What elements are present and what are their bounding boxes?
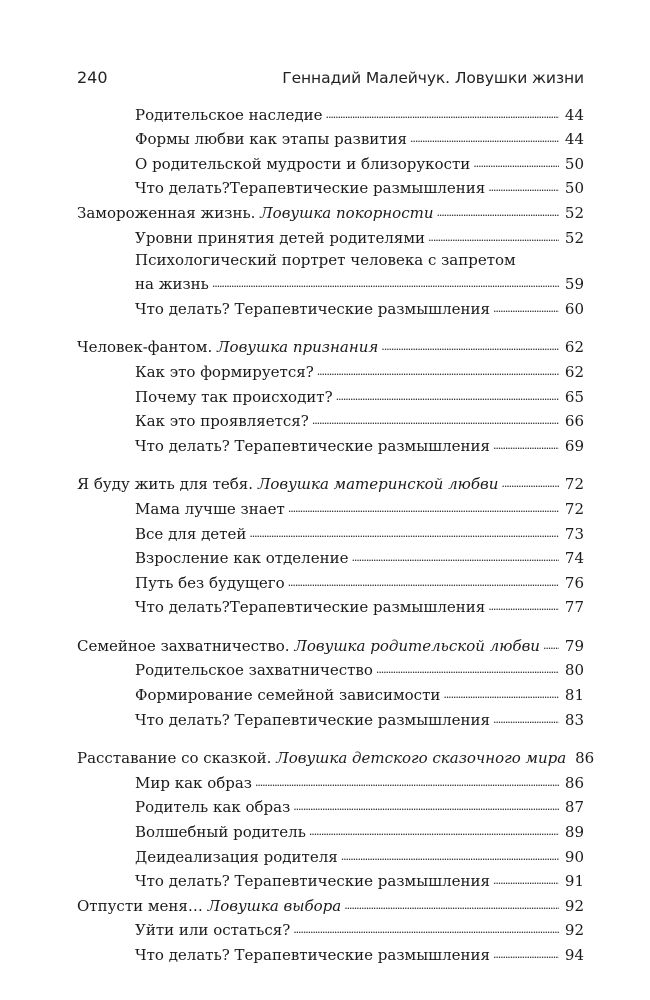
toc-page-number: 94 <box>564 946 584 964</box>
section-gap <box>77 456 584 470</box>
toc-entry-title: Мама лучше знает <box>135 499 285 518</box>
toc-entry[interactable] <box>77 793 584 818</box>
toc-page-number: 72 <box>564 475 584 494</box>
toc-entry-title: Формы любви как этапы развития <box>135 130 408 149</box>
toc-entry-title: Что делать? Терапевтические размышления <box>135 299 490 318</box>
toc-page-number: 91 <box>564 872 584 891</box>
toc-entry-title: Что делать? Терапевтические размышления <box>135 436 490 455</box>
dot-leader <box>341 851 559 863</box>
toc-entry-title: Расставание со сказкой. Ловушка детского сказочного мира <box>77 749 567 768</box>
dot-leader <box>212 278 559 290</box>
toc-page-number: 90 <box>564 847 584 866</box>
dot-leader <box>293 924 559 936</box>
toc-page-number: 83 <box>564 710 584 729</box>
toc-entry[interactable] <box>77 817 584 842</box>
dot-leader <box>381 341 559 353</box>
toc-entry-subtitle: Ловушка выбора <box>207 896 342 915</box>
dot-leader <box>501 478 559 490</box>
toc-entry[interactable] <box>77 198 584 223</box>
toc-entry[interactable] <box>77 149 584 174</box>
toc-entry[interactable] <box>77 656 584 681</box>
dot-leader <box>493 303 559 315</box>
toc-entry[interactable] <box>77 294 584 319</box>
toc-page-number: 62 <box>564 338 584 357</box>
toc-page-number: 74 <box>564 549 584 568</box>
dot-leader <box>443 689 559 701</box>
toc-entry-title: Все для детей <box>135 524 247 543</box>
toc-entry-title: Путь без будущего <box>135 573 285 592</box>
toc-page-number: 44 <box>564 130 584 149</box>
toc-entry-title: Взросление как отделение <box>135 549 349 568</box>
toc-entry-title: Деидеализация родителя <box>135 847 338 866</box>
dot-leader <box>473 158 559 170</box>
toc-entry[interactable] <box>77 631 584 656</box>
toc-page-number: 52 <box>564 203 584 222</box>
toc-entry-title: Отпусти меня… Ловушка выбора <box>77 896 342 915</box>
toc-page-number: 81 <box>564 686 584 705</box>
toc-entry-title: Уйти или остаться? <box>135 921 291 940</box>
toc-entry[interactable] <box>77 916 584 941</box>
dot-leader <box>493 440 559 452</box>
toc-entry[interactable] <box>77 494 584 519</box>
toc-page-number: 50 <box>564 154 584 173</box>
toc-entry-title: Замороженная жизнь. Ловушка покорности <box>77 203 434 222</box>
dot-leader <box>351 552 559 564</box>
toc-page-number: 79 <box>564 636 584 655</box>
toc-page-number: 86 <box>575 749 595 768</box>
dot-leader <box>336 391 559 403</box>
toc-page-number: 52 <box>564 228 584 247</box>
dot-leader <box>249 528 559 540</box>
toc-entry-title: Как это проявляется? <box>135 412 309 431</box>
toc-entry-title: Родитель как образ <box>135 798 291 817</box>
toc-page-number: 69 <box>564 436 584 455</box>
toc-page-number: 87 <box>564 798 584 817</box>
dot-leader <box>317 366 559 378</box>
toc-page-number: 44 <box>564 105 584 124</box>
toc-entry-title: Уровни принятия детей родителями <box>135 228 426 247</box>
dot-leader <box>488 601 559 613</box>
toc-entry-title: Что делать? Терапевтические размышления <box>135 946 490 964</box>
dot-leader <box>493 714 559 726</box>
toc-entry-title: Мир как образ <box>135 773 252 792</box>
toc-entry[interactable] <box>77 680 584 705</box>
toc-entry[interactable] <box>77 431 584 456</box>
toc-entry[interactable] <box>77 248 584 270</box>
toc-entry-subtitle: Ловушка покорности <box>260 203 434 222</box>
toc-page-number: 50 <box>564 179 584 198</box>
toc-entry-subtitle: Ловушка признания <box>217 338 379 357</box>
dot-leader <box>288 503 559 515</box>
toc-entry-title: Психологический портрет человека с запретом <box>135 250 516 269</box>
toc-page-number: 92 <box>564 896 584 915</box>
toc-entry[interactable] <box>77 333 584 358</box>
toc-page-number: 65 <box>564 387 584 406</box>
toc-entry-title: Формирование семейной зависимости <box>135 686 441 705</box>
dot-leader <box>428 232 559 244</box>
dot-leader <box>493 949 559 961</box>
toc-page-number: 86 <box>564 773 584 792</box>
toc-page-number: 92 <box>564 921 584 940</box>
dot-leader <box>493 875 559 887</box>
table-of-contents <box>77 100 595 965</box>
toc-page-number: 80 <box>564 661 584 680</box>
toc-entry-title: Что делать? Терапевтические размышления <box>135 872 490 891</box>
dot-leader <box>376 664 559 676</box>
dot-leader <box>344 900 559 912</box>
toc-entry-title: Что делать? Терапевтические размышления <box>135 710 490 729</box>
toc-entry[interactable] <box>77 842 584 867</box>
toc-entry-subtitle: Ловушка родительской любви <box>294 636 540 655</box>
toc-entry-title: О родительской мудрости и близорукости <box>135 154 471 173</box>
toc-entry[interactable] <box>77 100 584 125</box>
toc-entry-title: Волшебный родитель <box>135 823 306 842</box>
toc-entry[interactable] <box>77 407 584 432</box>
toc-entry[interactable] <box>77 519 584 544</box>
dot-leader <box>309 826 559 838</box>
page-header <box>77 68 584 94</box>
toc-entry[interactable] <box>77 174 584 199</box>
toc-entry-continuation[interactable] <box>77 270 584 295</box>
dot-leader <box>312 415 559 427</box>
toc-entry-title: Как это формируется? <box>135 362 314 381</box>
section-gap <box>77 730 584 744</box>
toc-entry-title: Я буду жить для тебя. Ловушка материнской любви <box>77 475 499 494</box>
toc-entry[interactable] <box>77 705 584 730</box>
toc-entry-title: Родительское наследие <box>135 105 323 124</box>
dot-leader <box>410 133 559 145</box>
toc-entry[interactable] <box>77 891 584 916</box>
toc-entry[interactable] <box>77 768 584 793</box>
dot-leader <box>293 801 559 813</box>
dot-leader <box>543 640 559 652</box>
toc-entry[interactable] <box>77 593 584 618</box>
toc-page-number: 76 <box>564 573 584 592</box>
toc-page-number: 62 <box>564 362 584 381</box>
toc-entry[interactable] <box>77 357 584 382</box>
toc-page-number: 73 <box>564 524 584 543</box>
dot-leader <box>288 577 559 589</box>
toc-entry[interactable] <box>77 544 584 569</box>
toc-entry[interactable] <box>77 125 584 150</box>
toc-entry[interactable] <box>77 223 584 248</box>
toc-entry[interactable] <box>77 382 584 407</box>
toc-entry-title: Семейное захватничество. Ловушка родительской любви <box>77 636 540 655</box>
toc-page-number: 77 <box>564 598 584 617</box>
toc-entry-subtitle: Ловушка детского сказочного мира <box>276 749 567 768</box>
toc-page-number: 59 <box>564 275 584 294</box>
toc-entry-title: Что делать?Терапевтические размышления <box>135 598 486 617</box>
section-gap <box>77 617 584 631</box>
section-gap <box>77 319 584 333</box>
toc-entry[interactable] <box>77 744 595 769</box>
toc-entry[interactable] <box>77 940 584 965</box>
toc-entry-title: Человек-фантом. Ловушка признания <box>77 338 379 357</box>
toc-entry[interactable] <box>77 470 584 495</box>
toc-page-number: 89 <box>564 823 584 842</box>
toc-entry-title: на жизнь <box>135 275 209 294</box>
page-number: 240 <box>77 68 108 87</box>
toc-entry-title: Что делать?Терапевтические размышления <box>135 179 486 198</box>
toc-entry-subtitle: Ловушка материнской любви <box>257 475 499 494</box>
toc-page-number: 60 <box>564 299 584 318</box>
toc-entry-title: Почему так происходит? <box>135 387 333 406</box>
running-title: Геннадий Малейчук. Ловушки жизни <box>282 69 584 87</box>
toc-entry[interactable] <box>77 867 584 892</box>
toc-page-number: 72 <box>564 499 584 518</box>
dot-leader <box>326 109 559 121</box>
toc-entry-title: Родительское захватничество <box>135 661 373 680</box>
dot-leader <box>255 777 559 789</box>
dot-leader <box>437 207 560 219</box>
dot-leader <box>488 182 559 194</box>
toc-page-number: 66 <box>564 412 584 431</box>
toc-entry[interactable] <box>77 568 584 593</box>
